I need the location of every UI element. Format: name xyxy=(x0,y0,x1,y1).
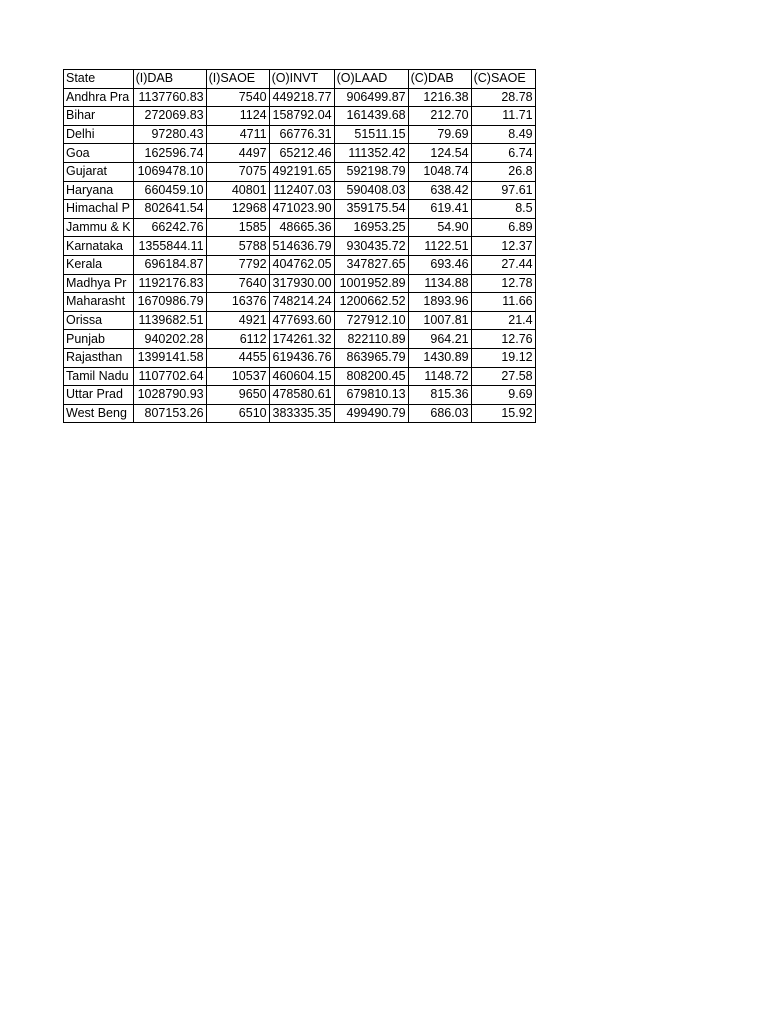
value-cell: 1124 xyxy=(206,107,269,126)
value-cell: 590408.03 xyxy=(334,181,408,200)
value-cell: 1048.74 xyxy=(408,162,471,181)
table-row xyxy=(64,181,536,200)
state-cell: Uttar Prad xyxy=(64,386,134,405)
value-cell: 27.44 xyxy=(471,255,535,274)
state-cell: Madhya Pr xyxy=(64,274,134,293)
value-cell: 7075 xyxy=(206,162,269,181)
table-row xyxy=(64,107,536,126)
table-body xyxy=(64,88,536,423)
value-cell: 8.5 xyxy=(471,200,535,219)
value-cell: 28.78 xyxy=(471,88,535,107)
state-cell: Haryana xyxy=(64,181,134,200)
state-cell: Delhi xyxy=(64,125,134,144)
value-cell: 477693.60 xyxy=(269,311,334,330)
value-cell: 9650 xyxy=(206,386,269,405)
value-cell: 12.78 xyxy=(471,274,535,293)
value-cell: 686.03 xyxy=(408,404,471,423)
table-row xyxy=(64,274,536,293)
table-row xyxy=(64,311,536,330)
value-cell: 158792.04 xyxy=(269,107,334,126)
value-cell: 4921 xyxy=(206,311,269,330)
value-cell: 6.89 xyxy=(471,218,535,237)
value-cell: 7792 xyxy=(206,255,269,274)
value-cell: 10537 xyxy=(206,367,269,386)
value-cell: 212.70 xyxy=(408,107,471,126)
value-cell: 822110.89 xyxy=(334,330,408,349)
value-cell: 619436.76 xyxy=(269,348,334,367)
value-cell: 906499.87 xyxy=(334,88,408,107)
value-cell: 174261.32 xyxy=(269,330,334,349)
state-cell: Rajasthan xyxy=(64,348,134,367)
value-cell: 1134.88 xyxy=(408,274,471,293)
value-cell: 6112 xyxy=(206,330,269,349)
value-cell: 65212.46 xyxy=(269,144,334,163)
value-cell: 679810.13 xyxy=(334,386,408,405)
table-row xyxy=(64,386,536,405)
value-cell: 124.54 xyxy=(408,144,471,163)
header-cell: (O)LAAD xyxy=(334,70,408,89)
value-cell: 1139682.51 xyxy=(133,311,206,330)
header-cell: (O)INVT xyxy=(269,70,334,89)
value-cell: 940202.28 xyxy=(133,330,206,349)
value-cell: 471023.90 xyxy=(269,200,334,219)
state-cell: Bihar xyxy=(64,107,134,126)
value-cell: 1007.81 xyxy=(408,311,471,330)
value-cell: 696184.87 xyxy=(133,255,206,274)
value-cell: 478580.61 xyxy=(269,386,334,405)
table-row xyxy=(64,255,536,274)
table-row xyxy=(64,125,536,144)
header-cell: (I)SAOE xyxy=(206,70,269,89)
value-cell: 12.76 xyxy=(471,330,535,349)
value-cell: 499490.79 xyxy=(334,404,408,423)
value-cell: 1430.89 xyxy=(408,348,471,367)
value-cell: 1122.51 xyxy=(408,237,471,256)
value-cell: 863965.79 xyxy=(334,348,408,367)
value-cell: 815.36 xyxy=(408,386,471,405)
value-cell: 48665.36 xyxy=(269,218,334,237)
value-cell: 8.49 xyxy=(471,125,535,144)
value-cell: 660459.10 xyxy=(133,181,206,200)
value-cell: 727912.10 xyxy=(334,311,408,330)
table-row xyxy=(64,162,536,181)
value-cell: 9.69 xyxy=(471,386,535,405)
value-cell: 51511.15 xyxy=(334,125,408,144)
value-cell: 1028790.93 xyxy=(133,386,206,405)
value-cell: 802641.54 xyxy=(133,200,206,219)
state-cell: Kerala xyxy=(64,255,134,274)
value-cell: 1670986.79 xyxy=(133,293,206,312)
value-cell: 6.74 xyxy=(471,144,535,163)
table-row xyxy=(64,404,536,423)
state-cell: Andhra Pra xyxy=(64,88,134,107)
value-cell: 404762.05 xyxy=(269,255,334,274)
state-cell: Orissa xyxy=(64,311,134,330)
value-cell: 383335.35 xyxy=(269,404,334,423)
value-cell: 272069.83 xyxy=(133,107,206,126)
value-cell: 7640 xyxy=(206,274,269,293)
value-cell: 1200662.52 xyxy=(334,293,408,312)
value-cell: 964.21 xyxy=(408,330,471,349)
value-cell: 930435.72 xyxy=(334,237,408,256)
value-cell: 40801 xyxy=(206,181,269,200)
table-row xyxy=(64,293,536,312)
table-row xyxy=(64,144,536,163)
value-cell: 26.8 xyxy=(471,162,535,181)
state-cell: Punjab xyxy=(64,330,134,349)
state-cell: Maharasht xyxy=(64,293,134,312)
value-cell: 16953.25 xyxy=(334,218,408,237)
table-row xyxy=(64,88,536,107)
value-cell: 5788 xyxy=(206,237,269,256)
value-cell: 12.37 xyxy=(471,237,535,256)
value-cell: 111352.42 xyxy=(334,144,408,163)
header-cell: (C)DAB xyxy=(408,70,471,89)
value-cell: 638.42 xyxy=(408,181,471,200)
value-cell: 1107702.64 xyxy=(133,367,206,386)
value-cell: 97280.43 xyxy=(133,125,206,144)
header-cell: (C)SAOE xyxy=(471,70,535,89)
value-cell: 162596.74 xyxy=(133,144,206,163)
value-cell: 807153.26 xyxy=(133,404,206,423)
value-cell: 1893.96 xyxy=(408,293,471,312)
value-cell: 54.90 xyxy=(408,218,471,237)
value-cell: 15.92 xyxy=(471,404,535,423)
state-cell: Karnataka xyxy=(64,237,134,256)
value-cell: 492191.65 xyxy=(269,162,334,181)
value-cell: 161439.68 xyxy=(334,107,408,126)
table-row xyxy=(64,367,536,386)
value-cell: 7540 xyxy=(206,88,269,107)
value-cell: 27.58 xyxy=(471,367,535,386)
value-cell: 12968 xyxy=(206,200,269,219)
table-row xyxy=(64,237,536,256)
data-table xyxy=(63,69,536,423)
table-row xyxy=(64,330,536,349)
value-cell: 693.46 xyxy=(408,255,471,274)
value-cell: 11.66 xyxy=(471,293,535,312)
value-cell: 1399141.58 xyxy=(133,348,206,367)
value-cell: 16376 xyxy=(206,293,269,312)
value-cell: 19.12 xyxy=(471,348,535,367)
value-cell: 4455 xyxy=(206,348,269,367)
value-cell: 11.71 xyxy=(471,107,535,126)
value-cell: 4497 xyxy=(206,144,269,163)
state-cell: West Beng xyxy=(64,404,134,423)
value-cell: 449218.77 xyxy=(269,88,334,107)
table-row xyxy=(64,218,536,237)
value-cell: 359175.54 xyxy=(334,200,408,219)
value-cell: 21.4 xyxy=(471,311,535,330)
value-cell: 1192176.83 xyxy=(133,274,206,293)
value-cell: 79.69 xyxy=(408,125,471,144)
header-row xyxy=(64,70,536,89)
header-cell: State xyxy=(64,70,134,89)
value-cell: 1137760.83 xyxy=(133,88,206,107)
value-cell: 1148.72 xyxy=(408,367,471,386)
value-cell: 619.41 xyxy=(408,200,471,219)
value-cell: 460604.15 xyxy=(269,367,334,386)
value-cell: 1069478.10 xyxy=(133,162,206,181)
value-cell: 66242.76 xyxy=(133,218,206,237)
value-cell: 97.61 xyxy=(471,181,535,200)
value-cell: 4711 xyxy=(206,125,269,144)
state-cell: Goa xyxy=(64,144,134,163)
state-cell: Gujarat xyxy=(64,162,134,181)
state-cell: Tamil Nadu xyxy=(64,367,134,386)
state-cell: Himachal P xyxy=(64,200,134,219)
value-cell: 514636.79 xyxy=(269,237,334,256)
value-cell: 1355844.11 xyxy=(133,237,206,256)
value-cell: 808200.45 xyxy=(334,367,408,386)
value-cell: 112407.03 xyxy=(269,181,334,200)
value-cell: 347827.65 xyxy=(334,255,408,274)
value-cell: 1001952.89 xyxy=(334,274,408,293)
value-cell: 6510 xyxy=(206,404,269,423)
state-cell: Jammu & K xyxy=(64,218,134,237)
value-cell: 1216.38 xyxy=(408,88,471,107)
value-cell: 317930.00 xyxy=(269,274,334,293)
value-cell: 66776.31 xyxy=(269,125,334,144)
header-cell: (I)DAB xyxy=(133,70,206,89)
table-row xyxy=(64,348,536,367)
value-cell: 1585 xyxy=(206,218,269,237)
value-cell: 592198.79 xyxy=(334,162,408,181)
table-row xyxy=(64,200,536,219)
value-cell: 748214.24 xyxy=(269,293,334,312)
